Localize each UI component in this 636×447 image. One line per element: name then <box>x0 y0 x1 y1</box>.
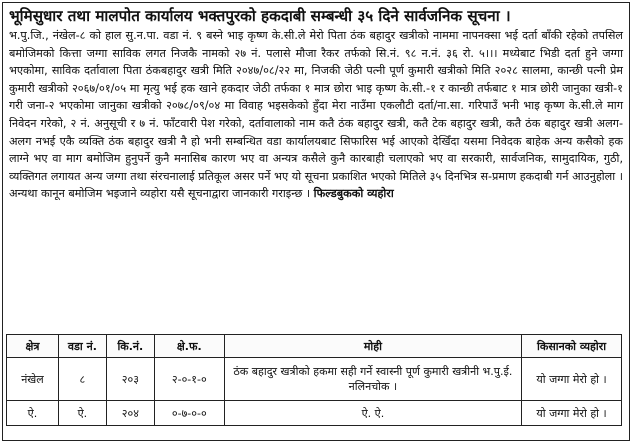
cell-ward: ८ <box>58 358 106 401</box>
cell-area: ऐ. <box>7 401 59 426</box>
col-header-land-area: क्षे.फ. <box>154 335 224 358</box>
cell-land-area: ०-७-०-० <box>154 401 224 426</box>
col-header-farmer-statement: किसानको व्यहोरा <box>522 335 622 358</box>
field-book-heading: फिल्डबुकको व्यहोरा <box>313 187 394 201</box>
table-header-row <box>7 335 622 358</box>
cell-plot-no: २०३ <box>106 358 154 401</box>
table-row <box>7 358 622 401</box>
col-header-area: क्षेत्र <box>7 335 59 358</box>
cell-farmer-statement: यो जग्गा मेरो हो । <box>522 358 622 401</box>
cell-ward: ऐ. <box>58 401 106 426</box>
cell-farmer-statement: यो जग्गा मेरो हो । <box>522 401 622 426</box>
col-header-tenant: मोही <box>224 335 521 358</box>
cell-land-area: २-०-१-० <box>154 358 224 401</box>
cell-plot-no: २०४ <box>106 401 154 426</box>
notice-title: भूमिसुधार तथा मालपोत कार्यालय भक्तपुरको हकदाबी सम्बन्धी ३५ दिने सार्वजनिक सूचना । <box>9 7 511 25</box>
cell-tenant: ठंक बहादुर खत्रीको हकमा सही गर्ने स्वास्नी पूर्ण कुमारी खत्रीनी भ.पु.ई. नलिनचोक । <box>224 358 521 401</box>
notice-body-text: भ.पु.जि., नंखेल-८ को हाल सु.न.पा. वडा नं. ९ बस्ने भाइ कृष्ण के.सी.ले मेरो पिता ठंक बहादुर खत्रीको नाममा नापनक्सा भई दर्ता बाँकी रहेको तपसिल बमोजिमको कित्ता जग्गा साविक लगत निजकै नामको २७ नं. पलासे मौजा रैकर तर्फको सि.नं. ९८ न.नं. ३६ रो. ५।।। मध्येबाट भिडी दर्ता हुने जग्गा भएकोमा, साविक दर्तावाला पिता ठंकबहादुर खत्री मिति २०४७/०८/२२ मा, निजकी जेठी पत्नी पूर्ण कुमारी खत्रीको मिति २०२८ सालमा, कान्छी पत्नी प्रेम कुमारी खत्रीको २०६७/०१/०५ मा मृत्यु भई हक खाने हकदार जेठी तर्फका १ मात्र छोरा भाइ कृष्ण के.सी.-१ र कान्छी तर्फबाट १ मात्र छोरी जानुका खत्री-१ गरी जना-२ भएकोमा जानुका खत्रीको २०७८/०९/०४ मा विवाह भइसकेको हुँदा मेरा नाउँमा एकलौटी दर्ता/ना.सा. गरिपाउँ भनी भाइ कृष्ण के.सी.ले माग निवेदन गरेको, २ नं. अनुसूची र ७ नं. फाँटवारी पेश गरेको, दर्तावालाको नाम कतै ठंक बहादुर खत्री, कतै टेक बहादुर खत्री, कतै ठंक बहादुर खत्री अलग-अलग नभई एकै व्यक्ति ठंक बहादुर खत्री नै हो भनी सम्बन्धित वडा कार्यालयबाट सिफारिस भई आएको देखिँदा यसमा निवेदक बाहेक अन्य कसैको हक लाग्ने भए वा माग बमोजिम हुनुपर्ने कुनै मनासिब कारण भए वा अन्यत्र कसैले कुनै कारबाही चलाएको भए वा सरकारी, सार्वजनिक, सामुदायिक, गुठी, व्यक्तिगत लगायत अन्य जग्गा तथा संरचनालाई प्रतिकूल असर पर्ने भए यो सूचना प्रकाशित भएको मितिले ३५ दिनभित्र स-प्रमाण हकदाबी गर्न आउनुहोला । अन्यथा कानून बमोजिम भइजाने व्यहोरा यसै सूचनाद्वारा जानकारी गराइन्छ । <box>9 29 623 201</box>
cell-area: नंखेल <box>7 358 59 401</box>
notice-body <box>9 27 623 203</box>
col-header-ward: वडा नं. <box>58 335 106 358</box>
table-row <box>7 401 622 426</box>
field-book-table <box>6 334 622 426</box>
cell-tenant: ऐ. ऐ. <box>224 401 521 426</box>
col-header-plot-no: कि.नं. <box>106 335 154 358</box>
